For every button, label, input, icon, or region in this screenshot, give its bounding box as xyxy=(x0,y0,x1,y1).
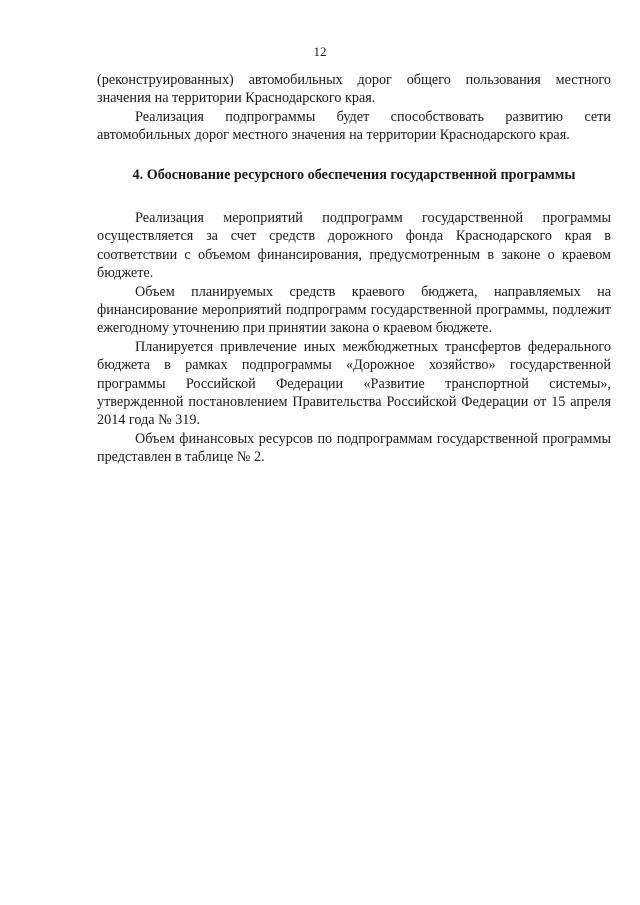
top-text-block xyxy=(97,71,611,145)
paragraph-table-reference: Объем финансовых ресурсов по подпрограммам государственной программы представлен в таблице № 2. xyxy=(97,430,611,466)
paragraph-continuation: (реконструированных) автомобильных дорог общего пользования местного значения на территории Краснодарского края. xyxy=(97,72,611,107)
paragraph-funding-source: Реализация мероприятий подпрограмм государственной программы осуществляется за счет средств дорожного фонда Краснодарского края в соответствии с объемом финансирования, предусмотренным в законе о краевом бюджете. xyxy=(97,210,611,282)
paragraph-budget-adjustment: Объем планируемых средств краевого бюджета, направляемых на финансирование мероприятий подпрограмм государственной программы, подлежит ежегодному уточнению при принятии закона о краевом бюджете. xyxy=(97,283,611,337)
paragraph-subprogram-effect: Реализация подпрограммы будет способствовать развитию сети автомобильных дорог местного значения на территории Краснодарского края. xyxy=(97,108,611,144)
section-body xyxy=(97,209,611,467)
page-number: 12 xyxy=(313,44,327,59)
section-heading: 4. Обоснование ресурсного обеспечения государственной программы xyxy=(132,167,576,183)
paragraph-federal-transfers: Планируется привлечение иных межбюджетных трансфертов федерального бюджета в рамках подпрограммы «Дорожное хозяйство» государственной программы Российской Федерации «Развитие транспортной системы», утвержденной постановлением Правительства Российской Федерации от 15 апреля 2014 года № 319. xyxy=(97,338,611,429)
